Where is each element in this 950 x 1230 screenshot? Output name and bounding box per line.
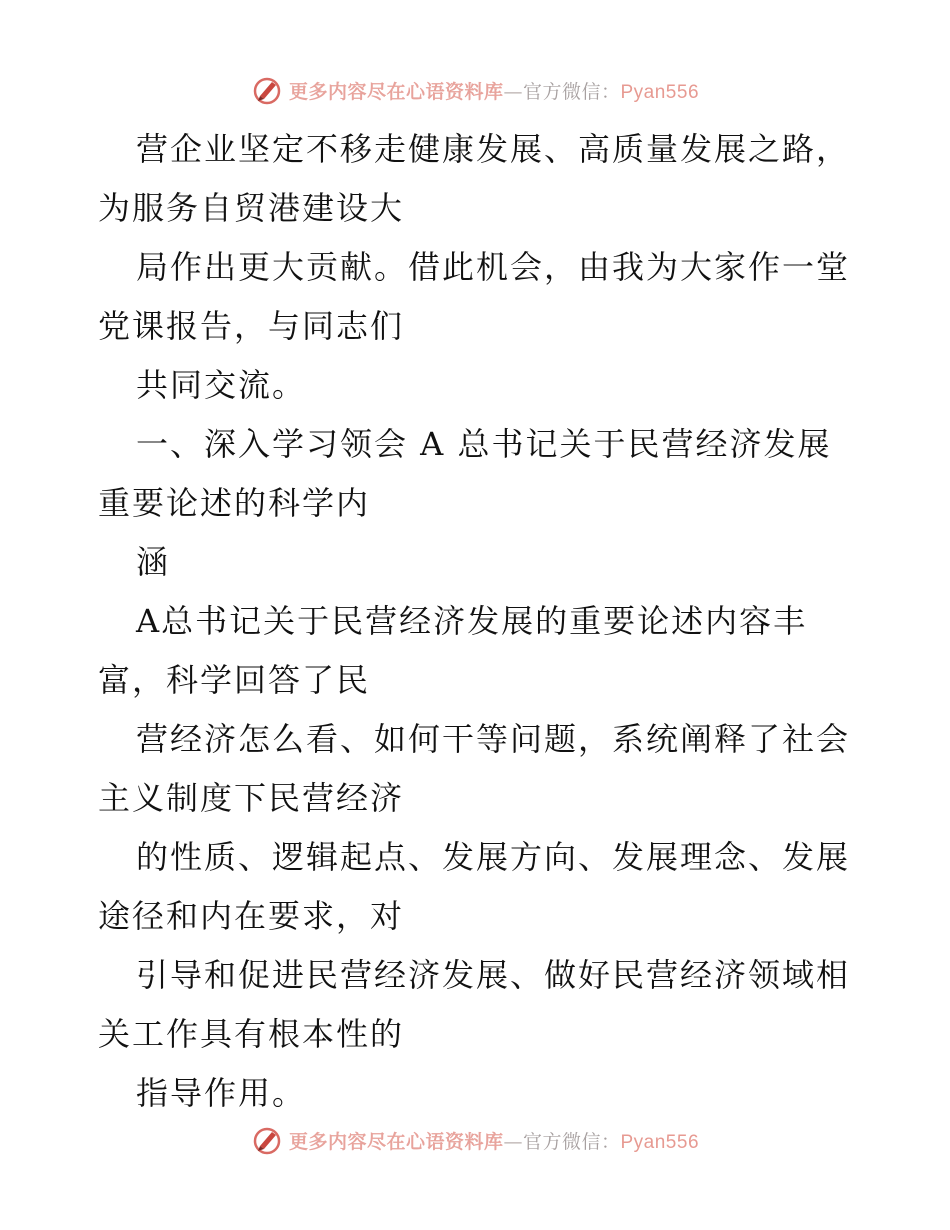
text-line: 主义制度下民营经济 bbox=[98, 779, 405, 817]
watermark-text bbox=[289, 77, 699, 104]
text-line: 共同交流。 bbox=[136, 366, 307, 404]
text-line: 关工作具有根本性的 bbox=[98, 1015, 405, 1053]
watermark-label: 官方微信： bbox=[522, 1130, 621, 1153]
watermark-dash: — bbox=[503, 1130, 523, 1153]
pen-logo-icon bbox=[251, 74, 283, 106]
watermark-text bbox=[289, 1127, 699, 1154]
text-line: 营经济怎么看、如何干等问题，系统阐释了社会 bbox=[136, 720, 851, 758]
text-line: 为服务自贸港建设大 bbox=[98, 189, 405, 227]
pen-logo-icon bbox=[251, 1124, 283, 1156]
watermark-dash: — bbox=[503, 80, 523, 103]
section-heading-line: 涵 bbox=[136, 543, 171, 581]
text-line: 引导和促进民营经济发展、做好民营经济领域相 bbox=[136, 956, 851, 994]
text-line: 途径和内在要求，对 bbox=[98, 897, 405, 935]
watermark-footer bbox=[0, 1120, 950, 1160]
watermark-id: Pyan556 bbox=[620, 1131, 700, 1153]
section-heading-line: 一、深入学习领会 A 总书记关于民营经济发展 bbox=[136, 425, 832, 463]
text-line: 指导作用。 bbox=[136, 1074, 307, 1112]
section-heading-line: 重要论述的科学内 bbox=[98, 484, 371, 522]
watermark-label: 官方微信： bbox=[522, 80, 621, 103]
text-line: 的性质、逻辑起点、发展方向、发展理念、发展 bbox=[136, 838, 851, 876]
watermark-header bbox=[0, 70, 950, 110]
watermark-site: 更多内容尽在心语资料库 bbox=[288, 1130, 504, 1153]
text-line: 富，科学回答了民 bbox=[98, 661, 371, 699]
text-line: 党课报告，与同志们 bbox=[98, 307, 405, 345]
text-line: 营企业坚定不移走健康发展、高质量发展之路， bbox=[136, 130, 851, 168]
document-body bbox=[98, 120, 858, 1123]
watermark-id: Pyan556 bbox=[620, 81, 700, 103]
text-line: A总书记关于民营经济发展的重要论述内容丰 bbox=[136, 602, 808, 640]
text-line: 局作出更大贡献。借此机会，由我为大家作一堂 bbox=[136, 248, 851, 286]
watermark-site: 更多内容尽在心语资料库 bbox=[288, 80, 504, 103]
